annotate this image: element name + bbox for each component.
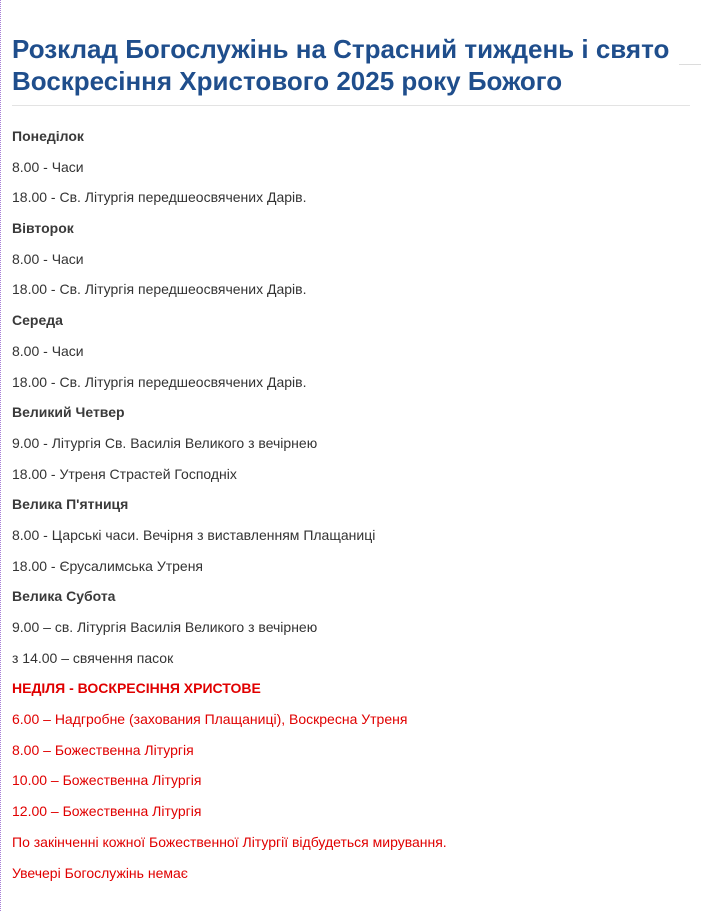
sunday-item: 6.00 – Надгробне (захования Плащаниці), Воскресна Утреня — [12, 711, 408, 728]
sunday-item: 12.00 – Божественна Літургія — [12, 803, 202, 820]
page-title: Розклад Богослужінь на Страсний тиждень і свято Воскресіння Христового 2025 року Божого — [12, 33, 690, 106]
left-border — [0, 0, 3, 911]
day-heading-friday: Велика П'ятниця — [12, 496, 129, 513]
schedule-item: з 14.00 – свячення пасок — [12, 649, 174, 666]
day-heading-wednesday: Середа — [12, 312, 63, 329]
day-heading-monday: Понеділок — [12, 128, 84, 144]
sunday-heading: НЕДІЛЯ - ВОСКРЕСІННЯ ХРИСТОВЕ — [12, 680, 261, 697]
schedule-content — [12, 128, 690, 881]
schedule-item: 18.00 - Св. Літургія передшеосвячених Дарів. — [12, 373, 307, 390]
day-heading-thursday: Великий Четвер — [12, 404, 125, 421]
schedule-item: 18.00 - Єрусалимська Утреня — [12, 557, 204, 574]
schedule-item: 18.00 - Св. Літургія передшеосвячених Дарів. — [12, 189, 307, 206]
sunday-item: 8.00 – Божественна Літургія — [12, 741, 194, 758]
schedule-item: 18.00 - Утреня Страстей Господніх — [12, 465, 237, 482]
day-heading-saturday: Велика Субота — [12, 588, 116, 605]
schedule-item: 8.00 - Царські часи. Вечірня з виставленням Плащаниці — [12, 526, 376, 543]
schedule-item: 18.00 - Св. Літургія передшеосвячених Дарів. — [12, 281, 307, 298]
sunday-note: Увечері Богослужінь немає — [12, 864, 188, 881]
schedule-item: 8.00 - Часи — [12, 342, 84, 359]
sunday-note: По закінченні кожної Божественної Літургії відбудеться мирування. — [12, 833, 447, 850]
day-heading-tuesday: Вівторок — [12, 220, 74, 237]
sunday-item: 10.00 – Божественна Літургія — [12, 772, 202, 789]
schedule-item: 9.00 – св. Літургія Василія Великого з вечірнею — [12, 619, 318, 635]
schedule-item: 9.00 - Літургія Св. Василія Великого з вечірнею — [12, 434, 318, 451]
schedule-item: 8.00 - Часи — [12, 250, 84, 267]
schedule-item: 8.00 - Часи — [12, 158, 84, 175]
article — [12, 0, 690, 895]
